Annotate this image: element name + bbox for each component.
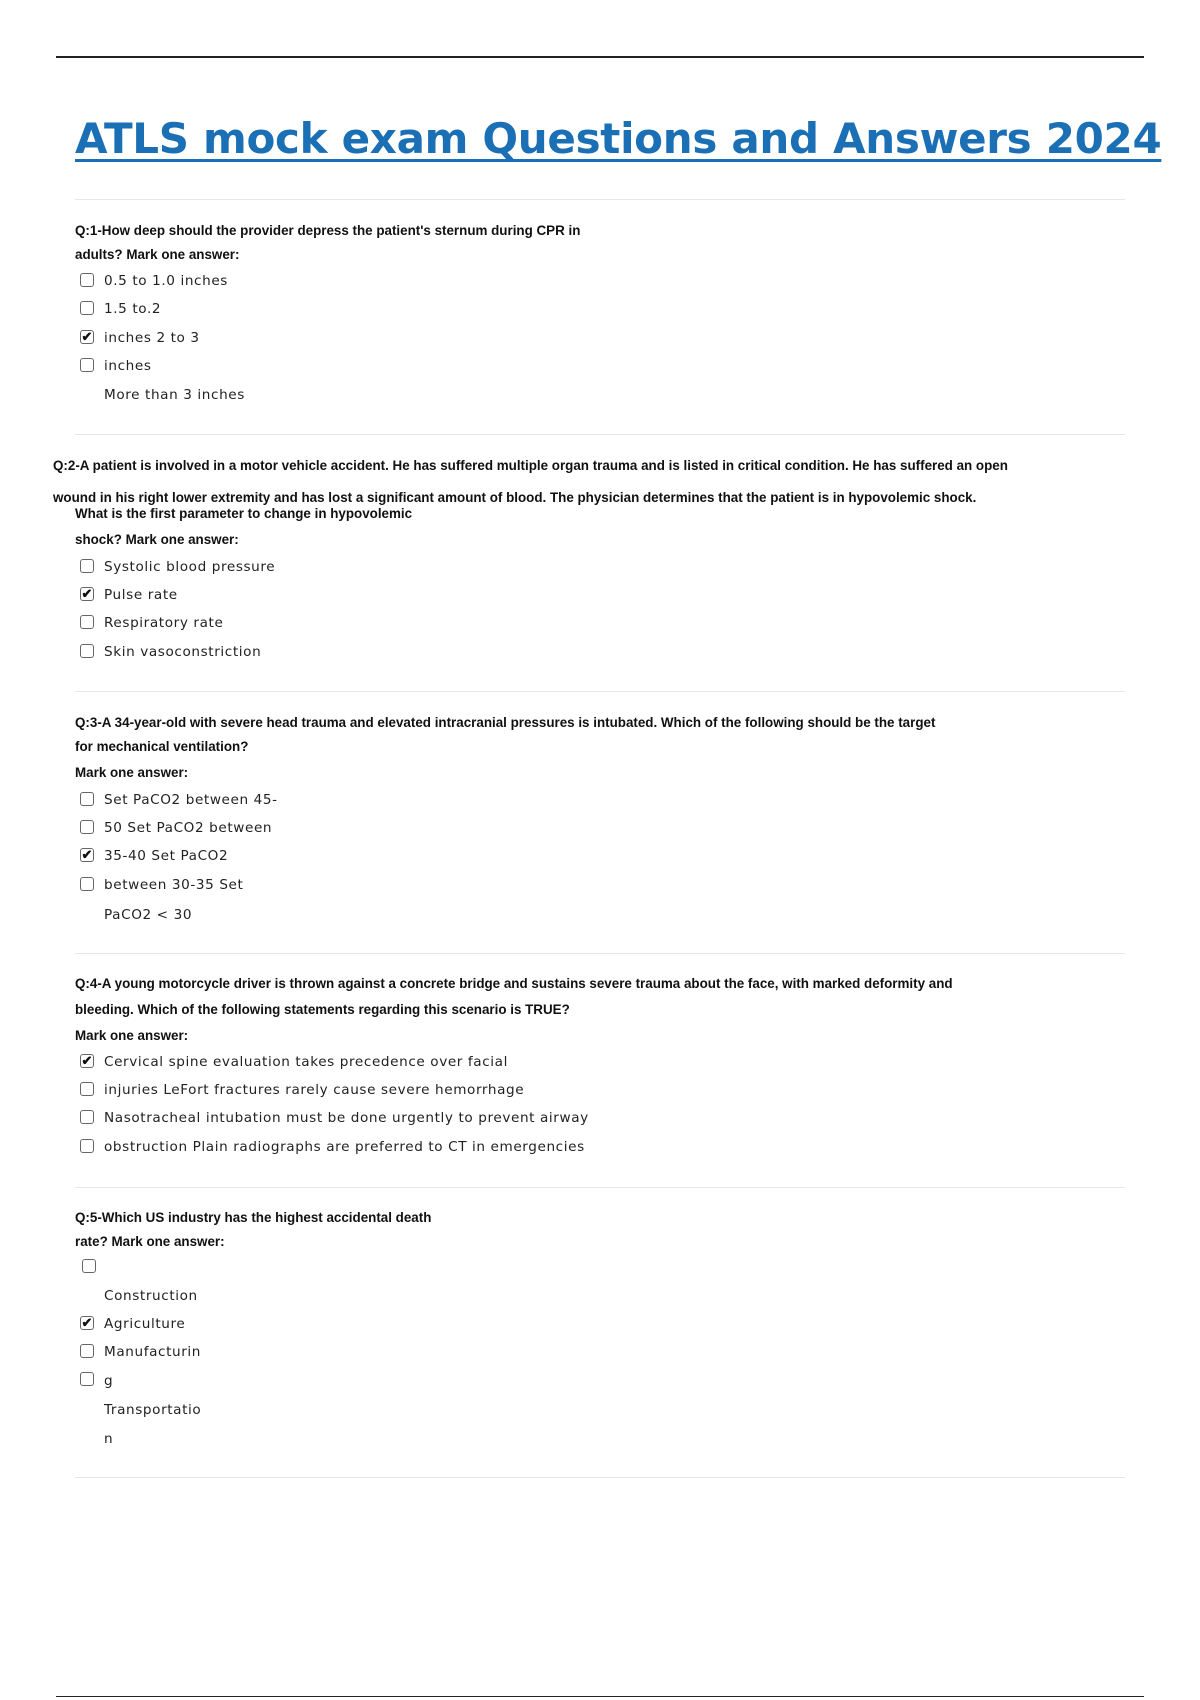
option-checkbox[interactable] bbox=[80, 615, 94, 629]
option-checkbox-checked[interactable] bbox=[80, 330, 94, 344]
separator bbox=[75, 199, 1125, 200]
question-1-option: inches bbox=[104, 358, 152, 374]
question-3-option: 50 Set PaCO2 between bbox=[104, 820, 273, 836]
checkmark-icon: ✔ bbox=[81, 1315, 93, 1330]
option-checkbox[interactable] bbox=[82, 1259, 96, 1273]
checkmark-icon: ✔ bbox=[81, 586, 93, 601]
checkmark-icon: ✔ bbox=[81, 329, 93, 344]
question-5-text: Q:5-Which US industry has the highest accidental death bbox=[75, 1210, 432, 1225]
option-checkbox[interactable] bbox=[80, 301, 94, 315]
option-checkbox[interactable] bbox=[80, 1110, 94, 1124]
question-3-text: Mark one answer: bbox=[75, 765, 189, 780]
option-checkbox[interactable] bbox=[80, 1372, 94, 1386]
question-2-text: Q:2-A patient is involved in a motor vehicle accident. He has suffered multiple organ trauma and is listed in critical condition. He has suffered an open bbox=[53, 458, 1008, 473]
question-1-option: 0.5 to 1.0 inches bbox=[104, 273, 228, 289]
question-4-option: Cervical spine evaluation takes precedence over facial bbox=[104, 1054, 508, 1070]
question-4-option: obstruction Plain radiographs are preferred to CT in emergencies bbox=[104, 1139, 585, 1155]
question-2-text: shock? Mark one answer: bbox=[75, 532, 239, 547]
option-checkbox[interactable] bbox=[80, 1082, 94, 1096]
separator bbox=[75, 434, 1125, 435]
question-3-text: Q:3-A 34-year-old with severe head trauma and elevated intracranial pressures is intubated. Which of the following should be the target bbox=[75, 715, 936, 730]
question-1-option: inches 2 to 3 bbox=[104, 330, 200, 346]
separator bbox=[75, 953, 1125, 954]
option-checkbox[interactable] bbox=[80, 792, 94, 806]
question-4-text: Q:4-A young motorcycle driver is thrown against a concrete bridge and sustains severe trauma about the face, with marked deformity and bbox=[75, 976, 953, 991]
question-2-text: What is the first parameter to change in hypovolemic bbox=[75, 506, 413, 521]
top-rule bbox=[56, 56, 1144, 58]
question-4-text: Mark one answer: bbox=[75, 1028, 189, 1043]
page-title: ATLS mock exam Questions and Answers 2024 bbox=[75, 114, 1162, 163]
question-3-option: 35-40 Set PaCO2 bbox=[104, 848, 229, 864]
option-checkbox[interactable] bbox=[80, 358, 94, 372]
question-5-option: Agriculture bbox=[104, 1316, 186, 1332]
option-checkbox[interactable] bbox=[80, 1139, 94, 1153]
option-checkbox[interactable] bbox=[80, 559, 94, 573]
question-5-option: Construction bbox=[104, 1288, 198, 1304]
bottom-rule bbox=[56, 1696, 1144, 1697]
question-2-option: Pulse rate bbox=[104, 587, 178, 603]
separator bbox=[75, 691, 1125, 692]
option-checkbox-checked[interactable] bbox=[80, 848, 94, 862]
option-checkbox-checked[interactable] bbox=[80, 587, 94, 601]
option-checkbox[interactable] bbox=[80, 1344, 94, 1358]
question-3-option: between 30-35 Set bbox=[104, 877, 244, 893]
checkmark-icon: ✔ bbox=[81, 1053, 93, 1068]
question-4-option: Nasotracheal intubation must be done urgently to prevent airway bbox=[104, 1110, 589, 1126]
separator bbox=[75, 1477, 1125, 1478]
question-5-option: Manufacturin bbox=[104, 1344, 202, 1360]
question-5-option: Transportatio bbox=[104, 1402, 202, 1418]
option-checkbox[interactable] bbox=[80, 820, 94, 834]
question-5-text: rate? Mark one answer: bbox=[75, 1234, 225, 1249]
option-checkbox[interactable] bbox=[80, 273, 94, 287]
question-2-option: Skin vasoconstriction bbox=[104, 644, 262, 660]
option-checkbox-checked[interactable] bbox=[80, 1054, 94, 1068]
question-5-option: n bbox=[104, 1431, 114, 1447]
question-4-option: injuries LeFort fractures rarely cause severe hemorrhage bbox=[104, 1082, 525, 1098]
question-1-option: More than 3 inches bbox=[104, 387, 245, 403]
question-1-option: 1.5 to.2 bbox=[104, 301, 162, 317]
question-2-option: Respiratory rate bbox=[104, 615, 224, 631]
question-2-option: Systolic blood pressure bbox=[104, 559, 276, 575]
option-checkbox[interactable] bbox=[80, 877, 94, 891]
question-3-option: PaCO2 < 30 bbox=[104, 907, 193, 923]
option-checkbox[interactable] bbox=[80, 644, 94, 658]
question-5-option: g bbox=[104, 1373, 114, 1389]
question-1-text: adults? Mark one answer: bbox=[75, 247, 240, 262]
separator bbox=[75, 1187, 1125, 1188]
question-3-text: for mechanical ventilation? bbox=[75, 739, 249, 754]
question-4-text: bleeding. Which of the following statements regarding this scenario is TRUE? bbox=[75, 1002, 570, 1017]
option-checkbox-checked[interactable] bbox=[80, 1316, 94, 1330]
question-1-text: Q:1-How deep should the provider depress the patient's sternum during CPR in bbox=[75, 223, 581, 238]
question-3-option: Set PaCO2 between 45- bbox=[104, 792, 278, 808]
question-2-text: wound in his right lower extremity and has lost a significant amount of blood. The physician determines that the patient is in hypovolemic shock. bbox=[53, 490, 977, 505]
checkmark-icon: ✔ bbox=[81, 847, 93, 862]
